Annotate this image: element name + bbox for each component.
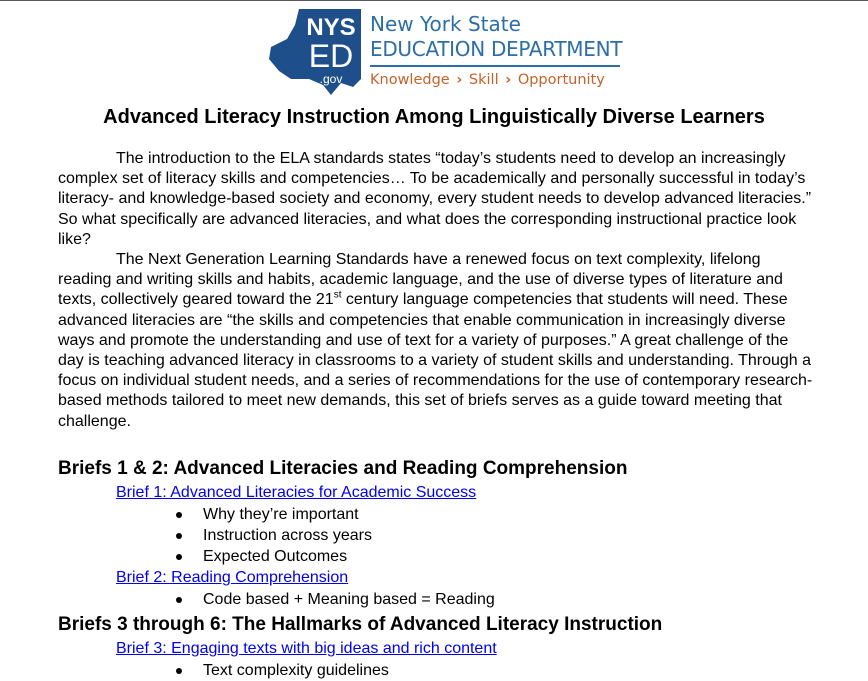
list-item: Text complexity guidelines (174, 660, 389, 681)
agency-name-block (370, 12, 622, 89)
section-heading-briefs-3-6: Briefs 3 through 6: The Hallmarks of Advanced Literacy Instruction (58, 614, 663, 635)
ordinal-suffix: st (333, 290, 342, 302)
tagline-word: Knowledge (370, 72, 450, 88)
list-item: Code based + Meaning based = Reading (174, 589, 495, 610)
brief-3-link[interactable]: Brief 3: Engaging texts with big ideas and rich content (116, 640, 497, 657)
list-item: Instruction across years (174, 525, 372, 546)
brief-3-topics (174, 660, 389, 681)
logo-text-ed: ED (308, 38, 354, 74)
intro-paragraph-2-text: The Next Generation Learning Standards have a renewed focus on text complexity, lifelong reading and writing skills and habits, academic language, and the use of diverse types of literature and texts, collectively geared toward the 21 (58, 251, 783, 309)
intro-paragraph-2-text-cont: century language competencies that students will need. These advanced literacies are “the skills and competencies that enable communication in increasingly diverse ways and promote the understanding and use of text for a variety of purposes.” A great challenge of the day is teaching advanced literacy in classrooms to a variety of student skills and understanding. Through a focus on individual student needs, and a series of recommendations for the use of contemporary research-based methods tailored to meet new demands, this set of briefs serves as a guide toward meeting that challenge. (58, 291, 813, 430)
list-item: Expected Outcomes (174, 546, 372, 567)
logo-text-gov: .gov (319, 72, 343, 86)
logo-text-nys: NYS (306, 14, 356, 41)
brief-2-link[interactable]: Brief 2: Reading Comprehension (116, 569, 349, 586)
tagline-word: Opportunity (517, 72, 605, 88)
agency-state-name: New York State (370, 12, 521, 36)
tagline-separator-icon: › (456, 72, 463, 88)
intro-paragraph-2 (58, 250, 818, 432)
list-item: Why they’re important (174, 504, 372, 525)
agency-department-name: EDUCATION DEPARTMENT (370, 37, 623, 61)
agency-divider (370, 65, 620, 67)
intro-paragraph-1 (58, 149, 818, 250)
agency-tagline (370, 71, 622, 89)
intro-paragraph-1-text: The introduction to the ELA standards states “today’s students need to develop an increasingly complex set of literacy skills and competencies… To be academically and personally successful in today’s literacy- and knowledge-based society and economy, every student needs to develop advanced literacies.” So what specifically are advanced literacies, and what does the corresponding instructional practice look like? (58, 150, 812, 248)
document-title: Advanced Literacy Instruction Among Linguistically Diverse Learners (103, 106, 765, 128)
brief-2-topics (174, 589, 495, 610)
tagline-separator-icon: › (505, 72, 512, 88)
section-heading-briefs-1-2: Briefs 1 & 2: Advanced Literacies and Reading Comprehension (58, 458, 628, 479)
nysed-logo[interactable] (269, 9, 361, 95)
tagline-word: Skill (468, 72, 499, 88)
brief-1-topics (174, 504, 372, 567)
header (269, 9, 629, 95)
brief-1-link[interactable]: Brief 1: Advanced Literacies for Academic Success (116, 484, 477, 501)
